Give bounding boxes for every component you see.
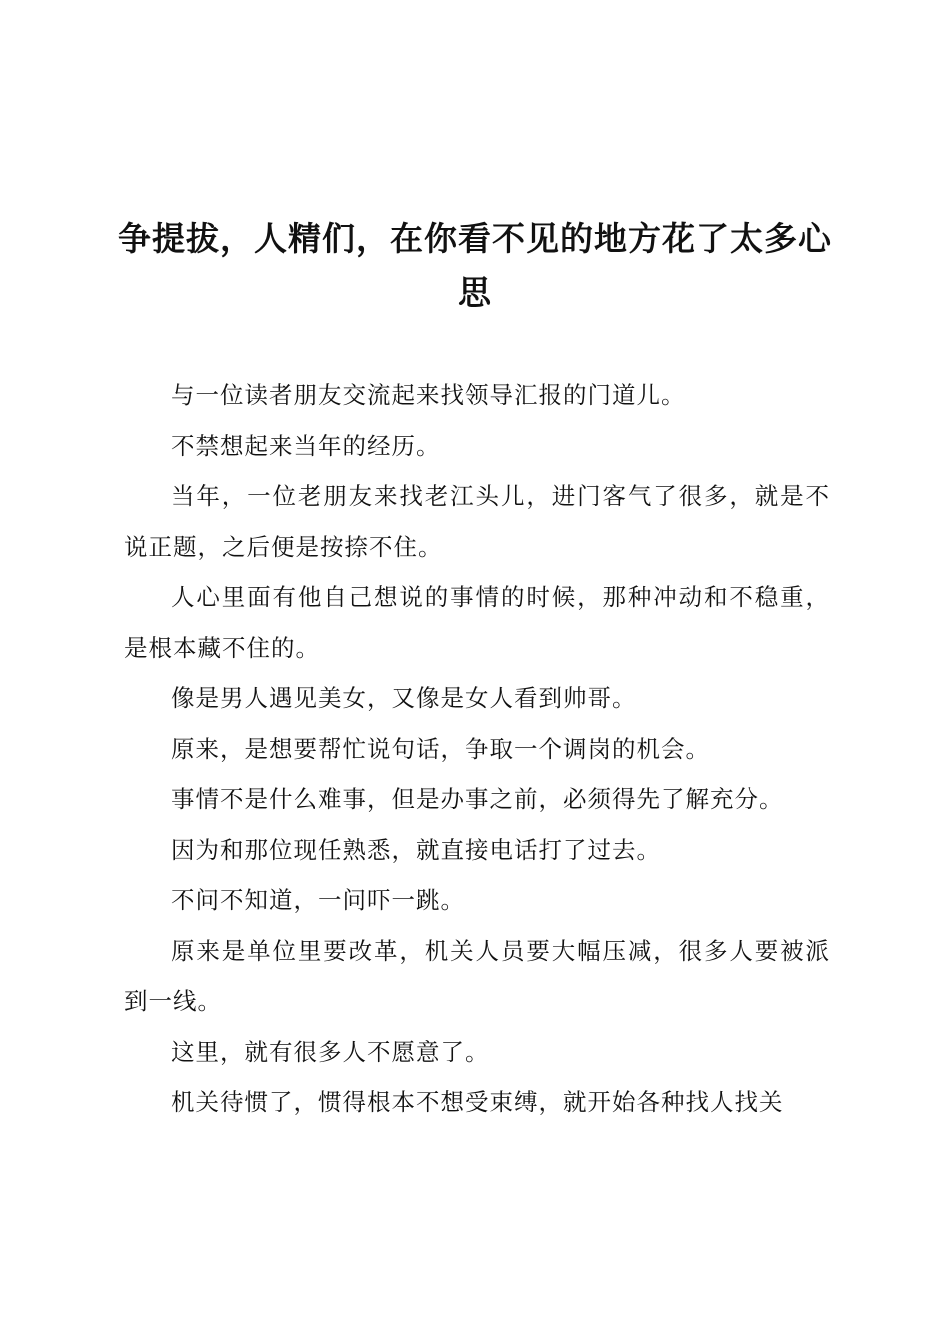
paragraph: 不问不知道，一问吓一跳。 — [171, 886, 465, 914]
paragraph: 因为和那位现任熟悉，就直接电话打了过去。 — [171, 835, 661, 864]
document-body — [124, 370, 830, 1128]
paragraph: 不禁想起来当年的经历。 — [171, 431, 441, 460]
paragraph: 人心里面有他自己想说的事情的时候，那种冲动和不稳重，是根本藏不住的。 — [124, 583, 830, 662]
document-title: 争提拔，人精们，在你看不见的地方花了太多心思 — [118, 219, 832, 312]
paragraph: 事情不是什么难事，但是办事之前，必须得先了解充分。 — [171, 785, 784, 813]
paragraph: 与一位读者朋友交流起来找领导汇报的门道儿。 — [171, 381, 686, 409]
paragraph: 当年，一位老朋友来找老江头儿，进门客气了很多，就是不说正题，之后便是按捺不住。 — [124, 482, 830, 561]
paragraph: 原来是单位里要改革，机关人员要大幅压减，很多人要被派到一线。 — [124, 936, 830, 1015]
paragraph: 原来，是想要帮忙说句话，争取一个调岗的机会。 — [171, 734, 710, 763]
paragraph: 这里，就有很多人不愿意了。 — [171, 1037, 490, 1066]
paragraph: 像是男人遇见美女，又像是女人看到帅哥。 — [171, 684, 637, 712]
paragraph: 机关待惯了，惯得根本不想受束缚，就开始各种找人找关 — [171, 1088, 784, 1116]
